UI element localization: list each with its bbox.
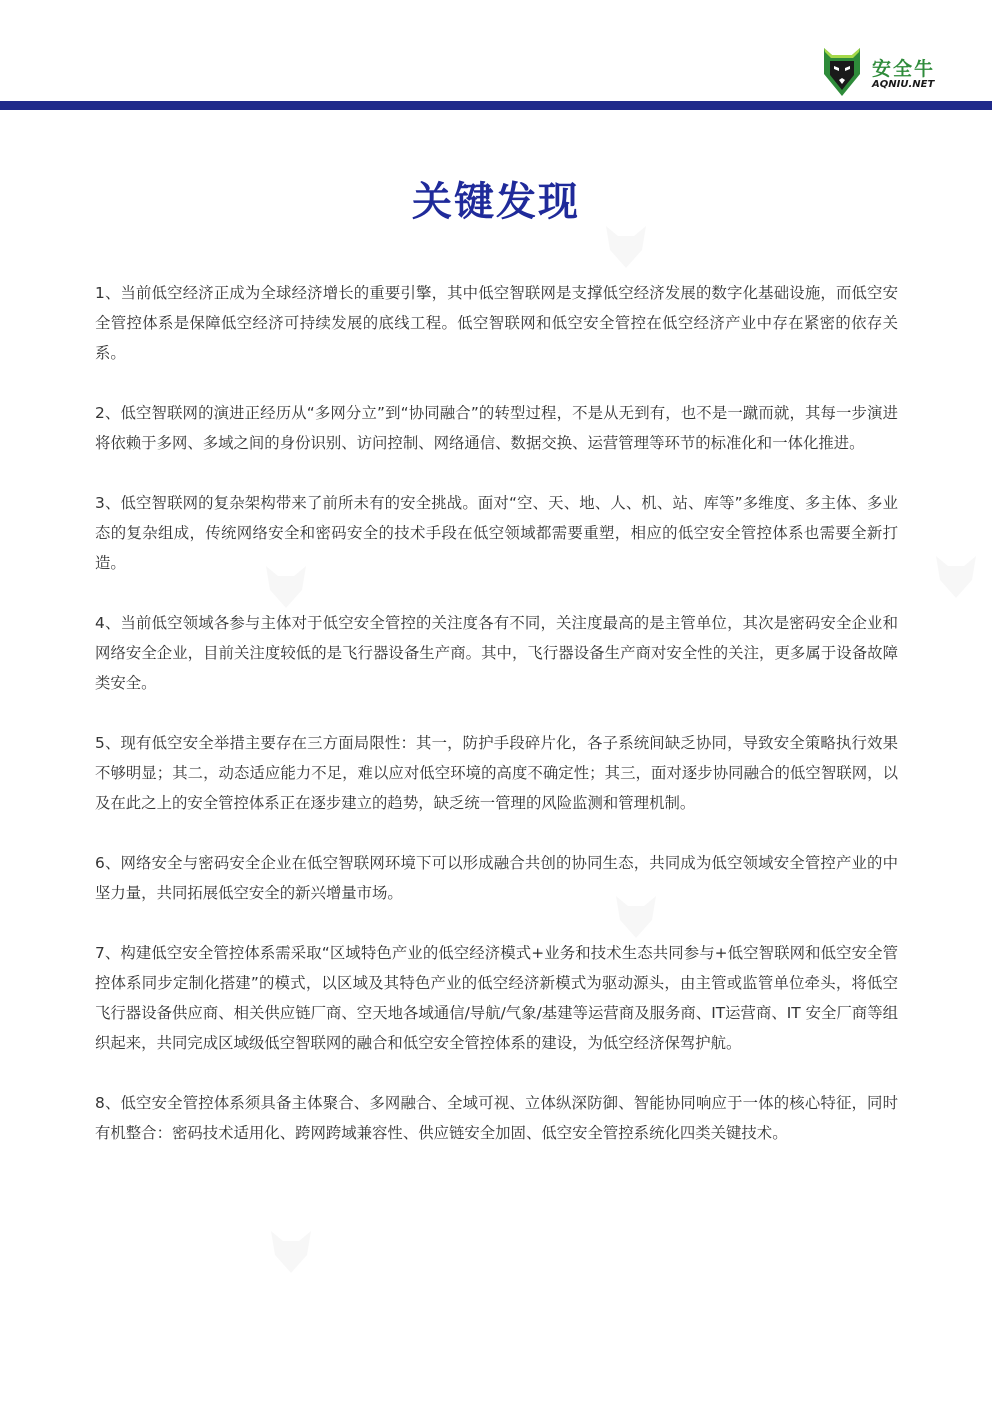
- finding-item: 5、现有低空安全举措主要存在三方面局限性：其一，防护手段碎片化，各子系统间缺乏协同，导致安全策略执行效果不够明显；其二，动态适应能力不足，难以应对低空环境的高度不确定性；其三，面对逐步协同融合的低空智联网，以及在此之上的安全管控体系正在逐步建立的趋势，缺乏统一管理的风险监测和管理机制。: [95, 734, 898, 812]
- watermark-bull-icon: [600, 220, 652, 272]
- finding-item: 3、低空智联网的复杂架构带来了前所未有的安全挑战。面对“空、天、地、人、机、站、库等”多维度、多主体、多业态的复杂组成，传统网络安全和密码安全的技术手段在低空领域都需要重塑，相应的低空安全管控体系也需要全新打造。: [95, 494, 898, 572]
- finding-item: 7、构建低空安全管控体系需采取“区域特色产业的低空经济模式+业务和技术生态共同参与+低空智联网和低空安全管控体系同步定制化搭建”的模式，以区域及其特色产业的低空经济新模式为驱动源头，由主管或监管单位牵头，将低空飞行器设备供应商、相关供应链厂商、空天地各域通信/导航/气象/基建等运营商及服务商、IT运营商、IT 安全厂商等组织起来，共同完成区域级低空智联网的融合和低空安全管控体系的建设，为低空经济保驾护航。: [95, 944, 898, 1052]
- page-title: 关键发现: [412, 179, 580, 225]
- finding-item: 1、当前低空经济正成为全球经济增长的重要引擎，其中低空智联网是支撑低空经济发展的数字化基础设施，而低空安全管控体系是保障低空经济可持续发展的底线工程。低空智联网和低空安全管控在低空经济产业中存在紧密的依存关系。: [95, 284, 898, 362]
- company-logo: [820, 44, 960, 100]
- findings-list: [95, 278, 898, 1178]
- logo-name-cn: 安全牛: [872, 58, 936, 80]
- bull-shield-logo-icon: [820, 44, 864, 98]
- finding-item: 2、低空智联网的演进正经历从“多网分立”到“协同融合”的转型过程，不是从无到有，也不是一蹴而就，其每一步演进将依赖于多网、多域之间的身份识别、访问控制、网络通信、数据交换、运营管理等环节的标准化和一体化推进。: [95, 404, 898, 452]
- logo-name-en: AQNIU.NET: [872, 79, 935, 90]
- finding-item: 4、当前低空领域各参与主体对于低空安全管控的关注度各有不同，关注度最高的是主管单位，其次是密码安全企业和网络安全企业，目前关注度较低的是飞行器设备生产商。其中，飞行器设备生产商对安全性的关注，更多属于设备故障类安全。: [95, 614, 898, 692]
- watermark-bull-icon: [265, 1225, 317, 1277]
- finding-item: 8、低空安全管控体系须具备主体聚合、多网融合、全域可视、立体纵深防御、智能协同响应于一体的核心特征，同时有机整合：密码技术适用化、跨网跨域兼容性、供应链安全加固、低空安全管控系统化四类关键技术。: [95, 1094, 898, 1142]
- finding-item: 6、网络安全与密码安全企业在低空智联网环境下可以形成融合共创的协同生态，共同成为低空领域安全管控产业的中坚力量，共同拓展低空安全的新兴增量市场。: [95, 854, 898, 902]
- header-bar: [0, 101, 992, 110]
- watermark-bull-icon: [930, 550, 982, 602]
